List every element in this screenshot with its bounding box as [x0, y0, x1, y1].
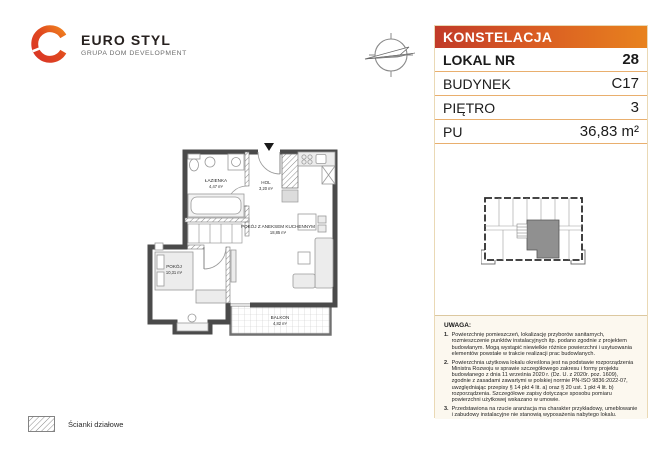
floor-plan [130, 140, 345, 350]
eurostyl-logo-icon [28, 22, 72, 66]
hall-closet [188, 224, 242, 243]
brand-tagline: GRUPA DOM DEVELOPMENT [81, 49, 187, 57]
tech-shaft [282, 154, 298, 202]
pu-label: PU [443, 123, 463, 140]
pietro-label: PIĘTRO [443, 99, 496, 116]
note-number: 1. [444, 332, 449, 338]
lokal-nr-value: 28 [622, 51, 639, 68]
room-area-pokoj-z-aneksem: 18,85 m² [269, 230, 287, 235]
legend [28, 416, 123, 432]
note-text: Powierzchnia użytkowa lokalu określona jest na podstawie rozporządzenia Ministra Rozwoju w sprawie szczegółowego zakresu i formy projektu budowlanego z dnia 11 września 2020 r. (Dz. U. z 2020r. poz. 1609), zgodnie z zasadami zawartymi w polskiej normie PN-ISO 9836:2022-07, uwzględniając przepisy § 14 pkt 4 lit. a) oraz § 20 ust. 1 pkt 4 lit. b) rozporządzenia. Szczegółowe zapisy dotyczące sposobu pomiaru powierzchni użytkowej wskazano w umowie. [451, 359, 634, 404]
budynek-label: BUDYNEK [443, 75, 511, 92]
legend-label: Ścianki działowe [68, 419, 124, 429]
note-item-3 [444, 406, 638, 419]
note-text: Przedstawiona na rzucie aranżacja ma charakter przykładowy, umeblowanie i zabudowy instalacyjne nie stanowią wyposażenia nabytego lokalu. [451, 405, 638, 419]
room-area-hol: 3,20 m² [259, 186, 273, 191]
note-number: 2. [444, 359, 449, 366]
budynek-value: C17 [611, 75, 639, 92]
note-text: Powierzchnię pomieszczeń, lokalizację przyborów sanitarnych, rozmieszczenie punktów instalacyjnych itp. podano zgodnie z projektem budowlanym. Mogą wystąpić niewielkie różnice powierzchni i usytuowania elementów powstałe w trakcie realizacji prac budowlanych. [451, 332, 632, 357]
pietro-value: 3 [630, 99, 639, 116]
bedroom-furniture [155, 243, 226, 331]
pu-value: 36,83 m² [579, 123, 639, 140]
room-area-pokoj: 10,31 m² [165, 270, 183, 275]
unit-info-panel [434, 25, 648, 418]
room-label-pokoj-z-aneksem: POKÓJ Z ANEKSEM KUCHENNYM [240, 224, 316, 229]
project-name-header: KONSTELACJA [435, 26, 647, 48]
note-item-2 [444, 360, 638, 404]
note-item-1 [444, 332, 638, 357]
room-label-balkon: BALKON [270, 315, 290, 320]
exterior-walls [148, 150, 338, 333]
room-label-hol: HOL [261, 180, 271, 185]
keyplan-stairs [517, 224, 527, 238]
lokal-nr-label: LOKAL NR [443, 51, 516, 68]
entrance-arrow-icon [264, 143, 274, 151]
kitchen-fixtures [298, 152, 335, 184]
brand-name: EURO STYL [81, 31, 172, 48]
compass-icon [362, 28, 420, 82]
row-pietro [435, 96, 647, 120]
building-key-plan [481, 194, 587, 268]
partition-hatch-swatch-icon [28, 416, 55, 432]
row-budynek [435, 72, 647, 96]
notes-section [435, 315, 647, 419]
room-area-balkon: 4,82 m² [273, 321, 287, 326]
row-pu [435, 120, 647, 144]
notes-title: UWAGA: [444, 322, 472, 329]
row-lokal-nr [435, 48, 647, 72]
room-area-lazienka: 4,47 m² [209, 184, 223, 189]
logo [28, 22, 187, 66]
note-number: 3. [444, 405, 449, 412]
logo-text [81, 32, 187, 57]
room-label-pokoj: POKÓJ [166, 264, 182, 269]
room-label-lazienka: ŁAZIENKA [204, 178, 228, 183]
